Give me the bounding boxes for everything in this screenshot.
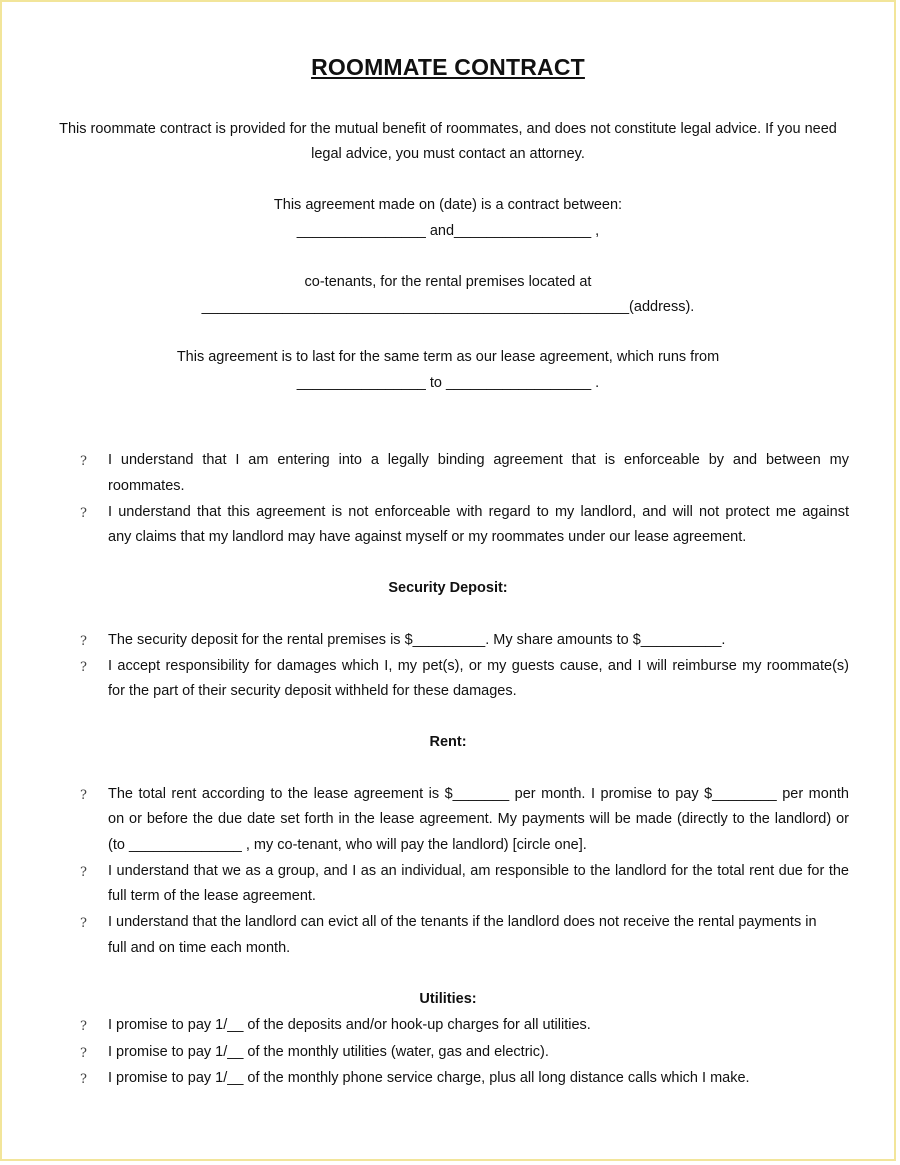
rent-item-2-line-2: full term of the lease agreement.	[108, 888, 316, 904]
general-item-1-line-1: I understand that I am entering into a legally binding agreement that is enforceable by and between my	[108, 452, 849, 468]
rent-item-2-line-1: I understand that we as a group, and I as an individual, am responsible to the landlord for the total rent due for the	[108, 863, 849, 879]
intro-line-1: This roommate contract is provided for the mutual benefit of roommates, and does not constitute legal advice. If you need	[59, 121, 837, 137]
rent-item-1-line-3: (to ______________ , my co-tenant, who will pay the landlord) [circle one].	[108, 837, 587, 853]
bullet-glyph: ?	[80, 1019, 87, 1034]
document-title: ROOMMATE CONTRACT	[311, 54, 585, 80]
deposit-item-1-line-1: The security deposit for the rental premises is $_________. My share amounts to $__________.	[108, 632, 726, 648]
utilities-item-1: I promise to pay 1/__ of the deposits and/or hook-up charges for all utilities.	[108, 1017, 591, 1033]
security-deposit-heading: Security Deposit:	[388, 580, 508, 596]
utilities-item-3: I promise to pay 1/__ of the monthly phone service charge, plus all long distance calls which I make.	[108, 1070, 750, 1086]
rent-item-3-line-2: full and on time each month.	[108, 940, 291, 956]
bullet-glyph: ?	[80, 454, 87, 469]
premises-line: co-tenants, for the rental premises located at	[304, 274, 592, 290]
general-item-1-line-2: roommates.	[108, 478, 185, 494]
rent-item-1-line-2: on or before the due date set forth in the lease agreement. My payments will be made (directly to the landlord) or	[108, 811, 849, 827]
rent-item-3-line-1: I understand that the landlord can evict all of the tenants if the landlord does not receive the rental payments in	[108, 914, 817, 930]
bullet-glyph: ?	[80, 1046, 87, 1061]
deposit-item-2-line-2: for the part of their security deposit withheld for these damages.	[108, 683, 517, 699]
bullet-glyph: ?	[80, 634, 87, 649]
bullet-glyph: ?	[80, 865, 87, 880]
deposit-item-2-line-1: I accept responsibility for damages which I, my pet(s), or my guests cause, and I will reimburse my roommate(s)	[108, 658, 849, 674]
address-blank-line: _____________________________________________________(address).	[201, 299, 695, 315]
bullet-glyph: ?	[80, 916, 87, 931]
term-dates-blank-line: ________________ to __________________ .	[296, 375, 600, 391]
bullet-glyph: ?	[80, 1072, 87, 1087]
bullet-glyph: ?	[80, 788, 87, 803]
parties-blank-line: ________________ and_________________ ,	[296, 223, 600, 239]
utilities-heading: Utilities:	[419, 991, 477, 1007]
bullet-glyph: ?	[80, 506, 87, 521]
term-line: This agreement is to last for the same term as our lease agreement, which runs from	[176, 349, 720, 365]
general-item-2-line-2: any claims that my landlord may have against myself or my roommates under our lease agreement.	[108, 529, 747, 545]
utilities-item-2: I promise to pay 1/__ of the monthly utilities (water, gas and electric).	[108, 1044, 549, 1060]
general-item-2-line-1: I understand that this agreement is not enforceable with regard to my landlord, and will not protect me against	[108, 504, 849, 520]
rent-item-1-line-1: The total rent according to the lease agreement is $_______ per month. I promise to pay $________ per month	[108, 786, 849, 802]
agreement-date-line: This agreement made on (date) is a contract between:	[273, 197, 623, 213]
rent-heading: Rent:	[429, 734, 467, 750]
bullet-glyph: ?	[80, 660, 87, 675]
intro-line-2: legal advice, you must contact an attorney.	[311, 146, 585, 162]
